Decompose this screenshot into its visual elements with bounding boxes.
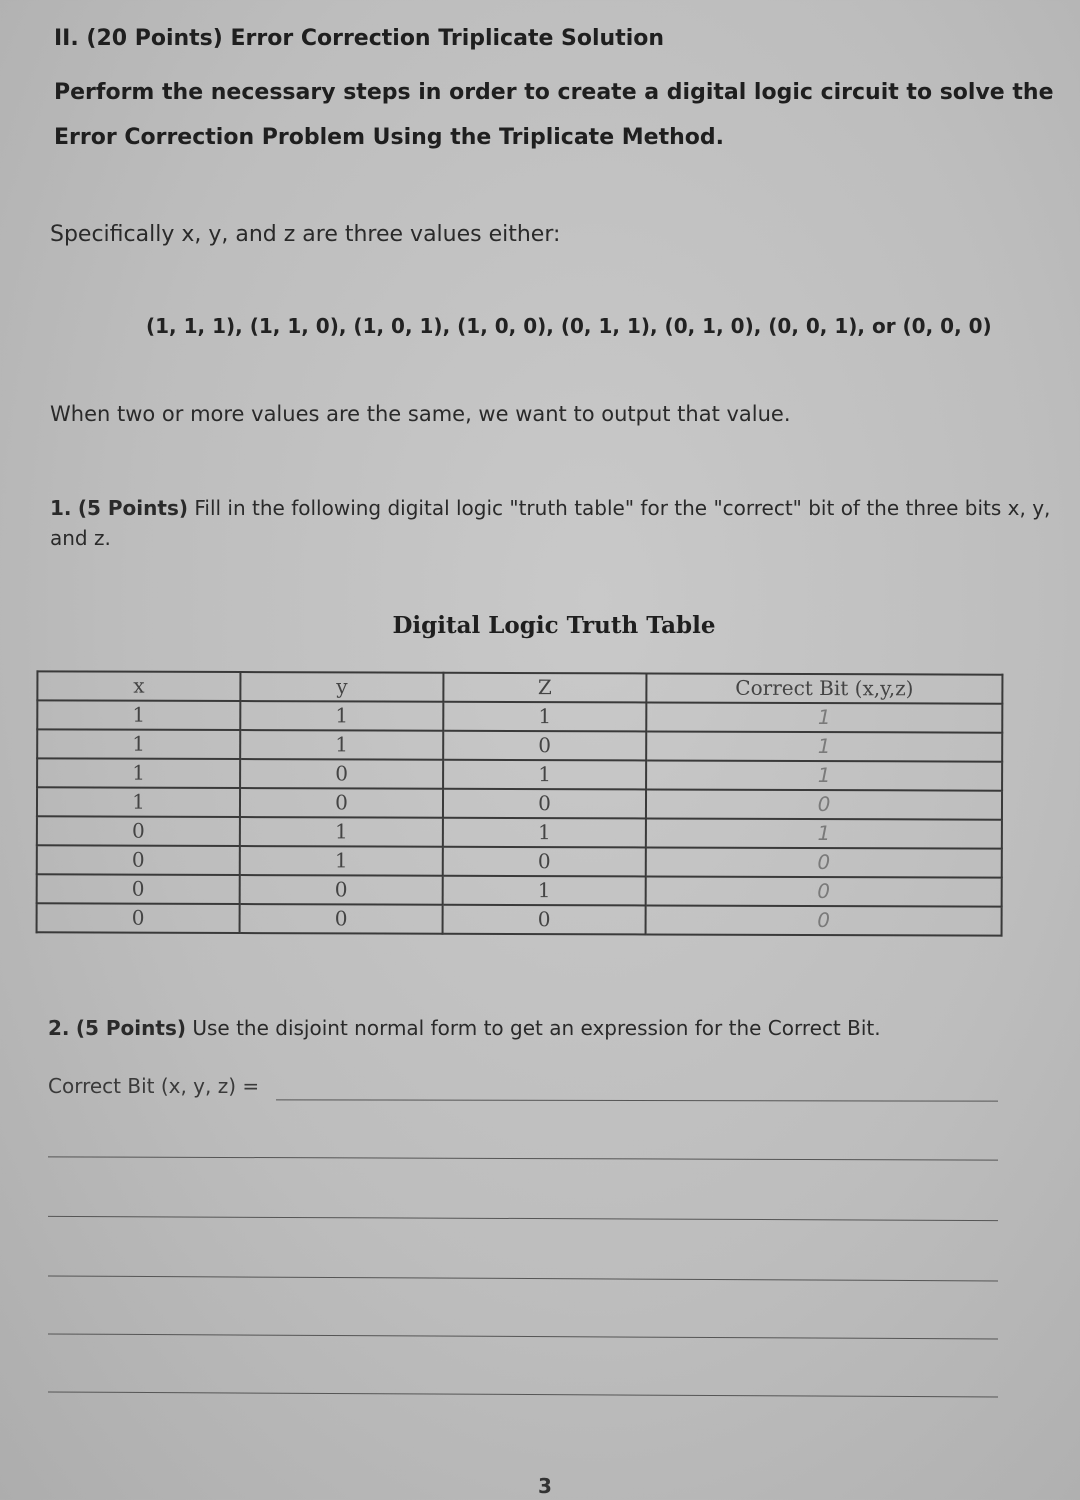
cell-correct-bit[interactable]: 1 xyxy=(646,731,1002,761)
cell-x: 1 xyxy=(37,729,240,759)
table-row xyxy=(37,816,1002,848)
question-1-number: 1. xyxy=(50,496,72,520)
cell-correct-bit[interactable]: 1 xyxy=(646,760,1002,790)
section-heading: II. (20 Points) Error Correction Triplicate Solution xyxy=(54,26,665,51)
table-row xyxy=(37,874,1002,906)
header-correct-bit: Correct Bit (x,y,z) xyxy=(646,673,1002,703)
question-2-number: 2. xyxy=(48,1016,70,1040)
truth-table xyxy=(36,670,1004,936)
cell-y: 1 xyxy=(240,817,443,847)
cell-correct-bit[interactable]: 1 xyxy=(646,702,1002,732)
cell-correct-bit[interactable]: 0 xyxy=(646,789,1002,819)
cell-x: 0 xyxy=(37,816,240,846)
instructions: Perform the necessary steps in order to create a digital logic circuit to solve the Error Correction Problem Using the Triplicate Method. xyxy=(54,80,1054,150)
cell-correct-bit[interactable]: 0 xyxy=(646,847,1002,877)
cell-correct-bit[interactable]: 0 xyxy=(646,905,1002,935)
cell-x: 1 xyxy=(37,758,240,788)
cell-z: 1 xyxy=(443,702,646,732)
table-row xyxy=(37,758,1002,790)
cell-x: 0 xyxy=(37,874,240,904)
cell-z: 0 xyxy=(443,731,646,761)
answer-line[interactable] xyxy=(48,1392,998,1398)
cell-correct-bit[interactable]: 0 xyxy=(646,876,1002,906)
cell-y: 1 xyxy=(240,730,443,760)
cell-correct-bit[interactable]: 1 xyxy=(646,818,1002,848)
table-row xyxy=(37,729,1002,761)
header-x: x xyxy=(37,671,240,701)
question-1-text: Fill in the following digital logic "truth table" for the "correct" bit of the three bits x, y, and z. xyxy=(50,496,1051,550)
cell-x: 1 xyxy=(37,787,240,817)
table-row xyxy=(37,787,1002,819)
answer-line[interactable] xyxy=(48,1276,998,1282)
cell-y: 0 xyxy=(240,875,443,905)
cell-y: 1 xyxy=(240,846,443,876)
cell-y: 0 xyxy=(240,759,443,789)
cell-y: 1 xyxy=(240,701,443,731)
tuples-list: (1, 1, 1), (1, 1, 0), (1, 0, 1), (1, 0, 0), (0, 1, 1), (0, 1, 0), (0, 0, 1), or (0, 0, 0) xyxy=(146,314,992,338)
answer-line[interactable] xyxy=(48,1156,998,1160)
cell-y: 0 xyxy=(240,788,443,818)
question-2-points: (5 Points) xyxy=(75,1016,186,1040)
question-2-text: Use the disjoint normal form to get an expression for the Correct Bit. xyxy=(192,1016,881,1040)
cell-z: 1 xyxy=(443,818,646,848)
question-1-points: (5 Points) xyxy=(77,496,188,520)
table-row xyxy=(37,845,1002,877)
correct-bit-label: Correct Bit (x, y, z) = xyxy=(48,1074,260,1098)
cell-y: 0 xyxy=(240,904,443,934)
table-row xyxy=(37,700,1002,732)
cell-x: 0 xyxy=(37,903,240,933)
answer-line[interactable] xyxy=(276,1099,998,1101)
cell-z: 1 xyxy=(443,876,646,906)
table-title: Digital Logic Truth Table xyxy=(392,612,716,639)
answer-line[interactable] xyxy=(48,1334,998,1340)
answer-line[interactable] xyxy=(48,1216,998,1221)
cell-z: 0 xyxy=(443,905,646,935)
question-2 xyxy=(48,1016,881,1040)
header-y: y xyxy=(240,672,443,702)
cell-x: 0 xyxy=(37,845,240,875)
table-header-row xyxy=(37,671,1002,703)
question-1 xyxy=(50,493,1070,553)
table-row xyxy=(37,903,1002,935)
cell-z: 1 xyxy=(443,760,646,790)
cell-z: 0 xyxy=(443,789,646,819)
cell-x: 1 xyxy=(37,700,240,730)
rule-text: When two or more values are the same, we want to output that value. xyxy=(50,402,791,426)
specifically-text: Specifically x, y, and z are three values either: xyxy=(50,222,561,247)
cell-z: 0 xyxy=(443,847,646,877)
header-z: Z xyxy=(443,673,646,703)
page-number: 3 xyxy=(538,1474,552,1498)
